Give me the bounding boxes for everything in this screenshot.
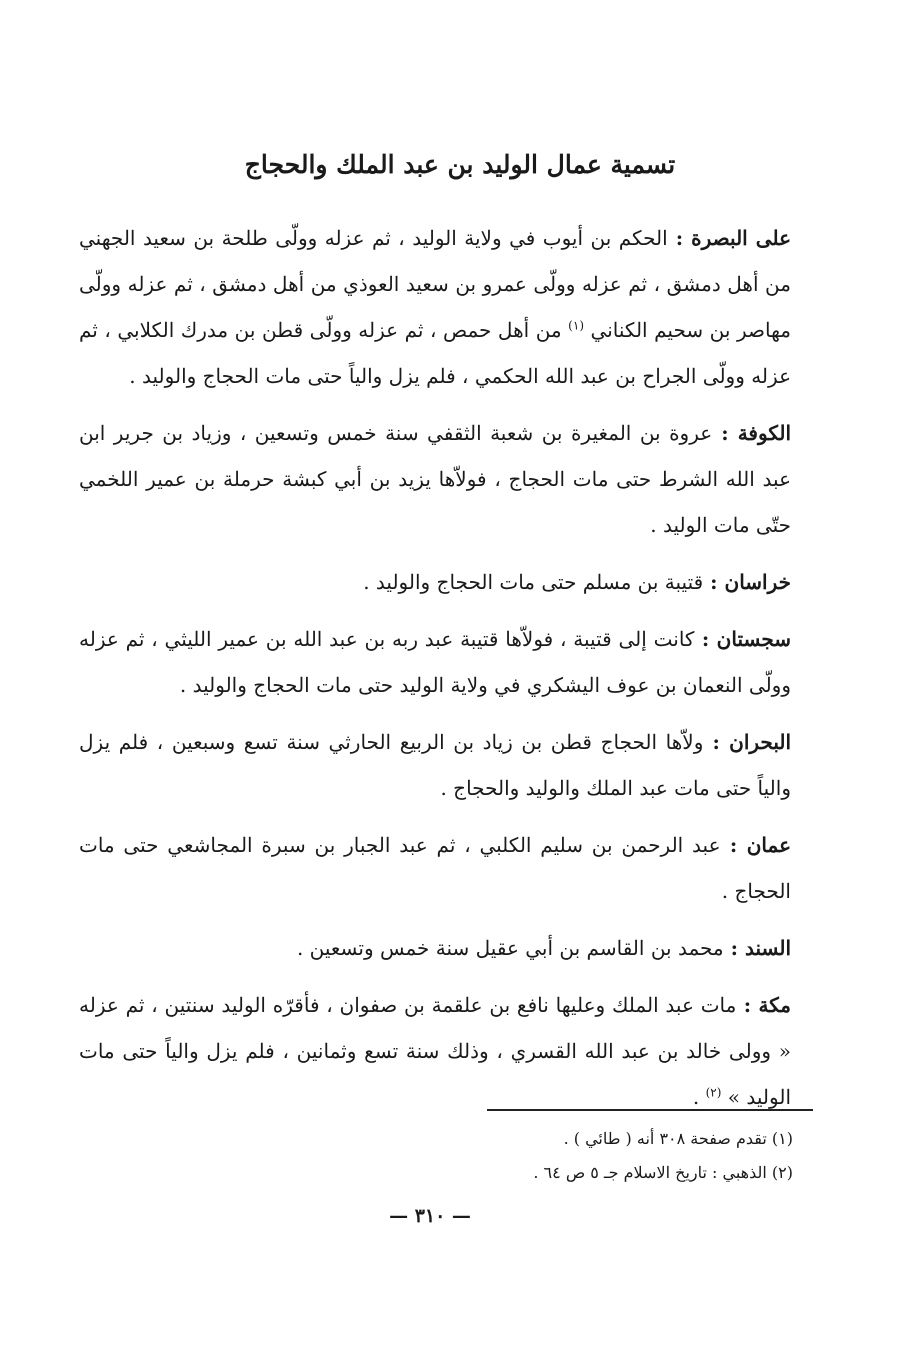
entry-bahrain: البحران : ولاّها الحجاج قطن بن زياد بن الربيع الحارثي سنة تسع وسبعين ، فلم يزل والياً حتى مات عبد الملك والوليد والحجاج . [79,730,792,800]
footnote-ref-1: (١) [568,318,584,333]
entry-text: عروة بن المغيرة بن شعبة الثقفي سنة خمس وتسعين ، وزياد بن جرير ابن عبد الله الشرط حتى مات الحجاج ، فولاّها يزيد بن أبي كبشة حرملة بن عمير اللخمي حتّى مات الوليد . [79,421,791,537]
entry-text: عبد الرحمن بن سليم الكلبي ، ثم عبد الجبار بن سبرة المجاشعي حتى مات الحجاج . [79,833,791,903]
entry-text: مات عبد الملك وعليها نافع بن علقمة بن صفوان ، فأقرّه الوليد سنتين ، ثم عزله « وولى خالد بن عبد الله القسري ، وذلك سنة تسع وثمانين ، فلم يزل والياً حتى مات الوليد » [79,993,791,1109]
entry-kufa: الكوفة : عروة بن المغيرة بن شعبة الثقفي سنة خمس وتسعين ، وزياد بن جرير ابن عبد الله الشرط حتى مات الحجاج ، فولاّها يزيد بن أبي كبشة حرملة بن عمير اللخمي حتّى مات الوليد . [79,421,792,537]
main-text [79,215,791,1131]
entry-makka: مكة : مات عبد الملك وعليها نافع بن علقمة بن صفوان ، فأقرّه الوليد سنتين ، ثم عزله « وولى خالد بن عبد الله القسري ، وذلك سنة تسع وثمانين ، فلم يزل والياً حتى مات الوليد » $^{(٢)}$ . [79,993,791,1109]
entry-text: محمد بن القاسم بن أبي عقيل سنة خمس وتسعين . [296,936,724,960]
entry-text: كانت إلى قتيبة ، فولاّها قتيبة عبد ربه بن عبد الله بن عمير الليثي ، ثم عزله وولّى النعمان بن عوف اليشكري في ولاية الوليد حتى مات الحجاج والوليد . [79,627,791,697]
entry-basra: على البصرة : الحكم بن أيوب في ولاية الوليد ، ثم عزله وولّى طلحة بن سعيد الجهني من أهل دمشق ، ثم عزله وولّى عمرو بن سعيد العوذي من أهل دمشق ، ثم عزله وولّى مهاصر بن سحيم الكناني $^{(١)}$ من أهل حمص ، ثم عزله وولّى قطن بن مدرك الكلابي ، ثم عزله وولّى الجراح بن عبد الله الحكمي ، فلم يزل والياً حتى مات الحجاج والوليد . [79,226,792,388]
entry-heading: مكة [758,993,791,1017]
entry-heading: البحران [729,730,792,754]
entry-heading: السند [744,936,791,960]
entry-sind: السند : محمد بن القاسم بن أبي عقيل سنة خمس وتسعين . [296,936,791,960]
entry-text: قتيبة بن مسلم حتى مات الحجاج والوليد . [363,570,704,594]
footnote-2: (٢) الذهبي : تاريخ الاسلام جـ ٥ ص ٦٤ . [533,1163,793,1182]
entry-heading: خراسان [724,570,791,594]
entry-heading: عمان [746,833,791,857]
page-number: — ٣١٠ — [389,1205,471,1227]
page-title: تسمية عمال الوليد بن عبد الملك والحجاج [244,150,676,179]
entry-heading: سجستان [716,627,791,651]
entry-khurasan: خراسان : قتيبة بن مسلم حتى مات الحجاج والوليد . [363,570,791,594]
entry-text-continued: من أهل حمص ، ثم عزله وولّى قطن بن مدرك الكلابي ، ثم عزله وولّى الجراح بن عبد الله الحكمي ، فلم يزل والياً حتى مات الحجاج والوليد . [79,318,791,388]
entry-sijistan: سجستان : كانت إلى قتيبة ، فولاّها قتيبة عبد ربه بن عبد الله بن عمير الليثي ، ثم عزله وولّى النعمان بن عوف اليشكري في ولاية الوليد حتى مات الحجاج والوليد . [79,627,791,697]
footnotes [93,1122,793,1190]
entry-text: الحكم بن أيوب في ولاية الوليد ، ثم عزله وولّى طلحة بن سعيد الجهني من أهل دمشق ، ثم عزله وولّى عمرو بن سعيد العوذي من أهل دمشق ، ثم عزله وولّى مهاصر بن سحيم الكناني [79,226,792,342]
footnote-divider [487,1109,813,1111]
footnote-ref-2: (٢) [705,1085,722,1100]
entry-oman: عمان : عبد الرحمن بن سليم الكلبي ، ثم عبد الجبار بن سبرة المجاشعي حتى مات الحجاج . [79,833,791,903]
entry-text-continued: . [692,1085,700,1109]
footnote-1: (١) تقدم صفحة ٣٠٨ أنه ( طائي ) . [563,1129,793,1148]
entry-text: ولاّها الحجاج قطن بن زياد بن الربيع الحارثي سنة تسع وسبعين ، فلم يزل والياً حتى مات عبد الملك والوليد والحجاج . [79,730,791,800]
entry-heading: الكوفة [737,421,792,445]
entry-heading: على البصرة [691,226,791,250]
